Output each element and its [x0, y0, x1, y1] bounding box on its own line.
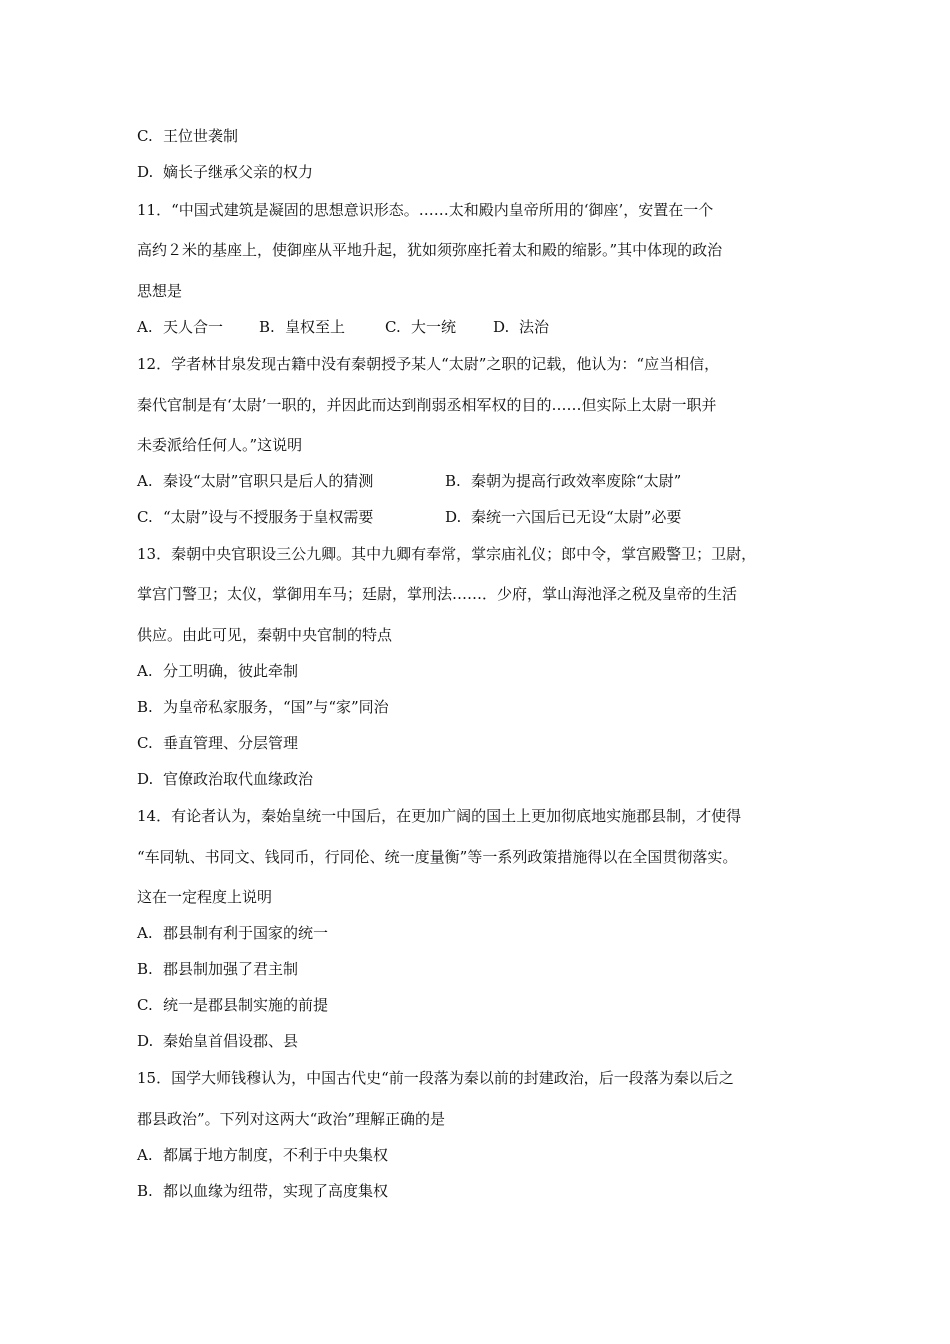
- option-label: B.: [445, 472, 461, 490]
- option-text: 秦统一六国后已无设“太尉”必要: [471, 508, 682, 526]
- option-text: 都属于地方制度，不利于中央集权: [163, 1146, 389, 1164]
- option-label: A.: [137, 924, 153, 942]
- option-label: D.: [137, 163, 154, 181]
- option-label: C.: [137, 734, 153, 752]
- option-label: B.: [259, 318, 275, 336]
- question-13-line: 供应。由此可见，秦朝中央官制的特点: [137, 626, 393, 644]
- option-label: C.: [137, 127, 153, 145]
- option-line: [137, 661, 298, 681]
- option-line: [137, 1031, 298, 1051]
- option-text: 嫡长子继承父亲的权力: [163, 163, 314, 181]
- option-label: B.: [137, 960, 153, 978]
- option-label: D.: [137, 770, 154, 788]
- option-text: 都以血缘为纽带，实现了高度集权: [163, 1182, 389, 1200]
- option-label: A.: [137, 318, 153, 336]
- question-11-line: 思想是: [137, 282, 183, 300]
- question-13-line: 13．秦朝中央官职设三公九卿。其中九卿有奉常，掌宗庙礼仪；郎中令，掌宫殿警卫；卫尉，: [137, 545, 757, 563]
- option-text: 秦朝为提高行政效率废除“太尉”: [471, 472, 682, 490]
- question-14-line: 14．有论者认为，秦始皇统一中国后，在更加广阔的国土上更加彻底地实施郡县制，才使得: [137, 807, 742, 825]
- option-label: B.: [137, 1182, 153, 1200]
- option-line: [137, 923, 328, 943]
- option-label: D.: [445, 508, 462, 526]
- question-12-line: 12．学者林甘泉发现古籍中没有秦朝授予某人“太尉”之职的记载，他认为：“应当相信，: [137, 355, 720, 373]
- question-12-options: [137, 471, 681, 491]
- option-label: A.: [137, 1146, 153, 1164]
- question-14-line: 这在一定程度上说明: [137, 888, 273, 906]
- option-line: [137, 769, 313, 789]
- option-label: C.: [137, 996, 153, 1014]
- option-line: [137, 126, 238, 146]
- option-text: 秦始皇首倡设郡、县: [163, 1032, 299, 1050]
- question-12-options: [137, 507, 681, 527]
- option-label: D.: [493, 318, 510, 336]
- question-11-line: 11．“中国式建筑是凝固的思想意识形态。……太和殿内皇帝所用的‘御座’，安置在一个: [137, 201, 714, 219]
- option-text: 统一是郡县制实施的前提: [163, 996, 329, 1014]
- option-label: B.: [137, 698, 153, 716]
- option-label: C.: [137, 508, 153, 526]
- option-text: 官僚政治取代血缘政治: [163, 770, 314, 788]
- question-13-line: 掌宫门警卫；太仪，掌御用车马；廷尉，掌刑法……．少府，掌山海池泽之税及皇帝的生活: [137, 585, 738, 603]
- option-line: [137, 733, 298, 753]
- option-text: 大一统: [411, 318, 457, 336]
- option-text: 垂直管理、分层管理: [163, 734, 299, 752]
- question-11-options: [137, 317, 549, 337]
- question-12-line: 秦代官制是有‘太尉’一职的，并因此而达到削弱丞相军权的目的……但实际上太尉一职并: [137, 396, 717, 414]
- option-text: 皇权至上: [285, 318, 346, 336]
- option-text: 分工明确，彼此牵制: [163, 662, 299, 680]
- option-label: C.: [385, 318, 401, 336]
- option-label: A.: [137, 662, 153, 680]
- option-line: [137, 1145, 388, 1165]
- option-line: [137, 697, 389, 717]
- option-line: [137, 1181, 388, 1201]
- question-12-line: 未委派给任何人。”这说明: [137, 436, 303, 454]
- option-text: 为皇帝私家服务，“国”与“家”同治: [163, 698, 389, 716]
- question-14-line: “车同轨、书同文、钱同币，行同伦、统一度量衡”等一系列政策措施得以在全国贯彻落实。: [137, 848, 738, 866]
- option-text: 法治: [519, 318, 550, 336]
- option-line: [137, 162, 313, 182]
- option-text: 天人合一: [163, 318, 224, 336]
- question-15-line: 郡县政治”。下列对这两大“政治”理解正确的是: [137, 1110, 446, 1128]
- option-text: 秦设“太尉”官职只是后人的猜测: [163, 472, 374, 490]
- question-11-line: 高约２米的基座上，使御座从平地升起，犹如须弥座托着太和殿的缩影。”其中体现的政治: [137, 241, 723, 259]
- option-label: D.: [137, 1032, 154, 1050]
- option-label: A.: [137, 472, 153, 490]
- option-text: 郡县制加强了君主制: [163, 960, 299, 978]
- option-text: 郡县制有利于国家的统一: [163, 924, 329, 942]
- option-text: 王位世袭制: [163, 127, 239, 145]
- option-line: [137, 959, 298, 979]
- option-line: [137, 995, 328, 1015]
- question-15-line: 15．国学大师钱穆认为，中国古代史“前一段落为秦以前的封建政治，后一段落为秦以后之: [137, 1069, 734, 1087]
- option-text: “太尉”设与不授服务于皇权需要: [163, 508, 374, 526]
